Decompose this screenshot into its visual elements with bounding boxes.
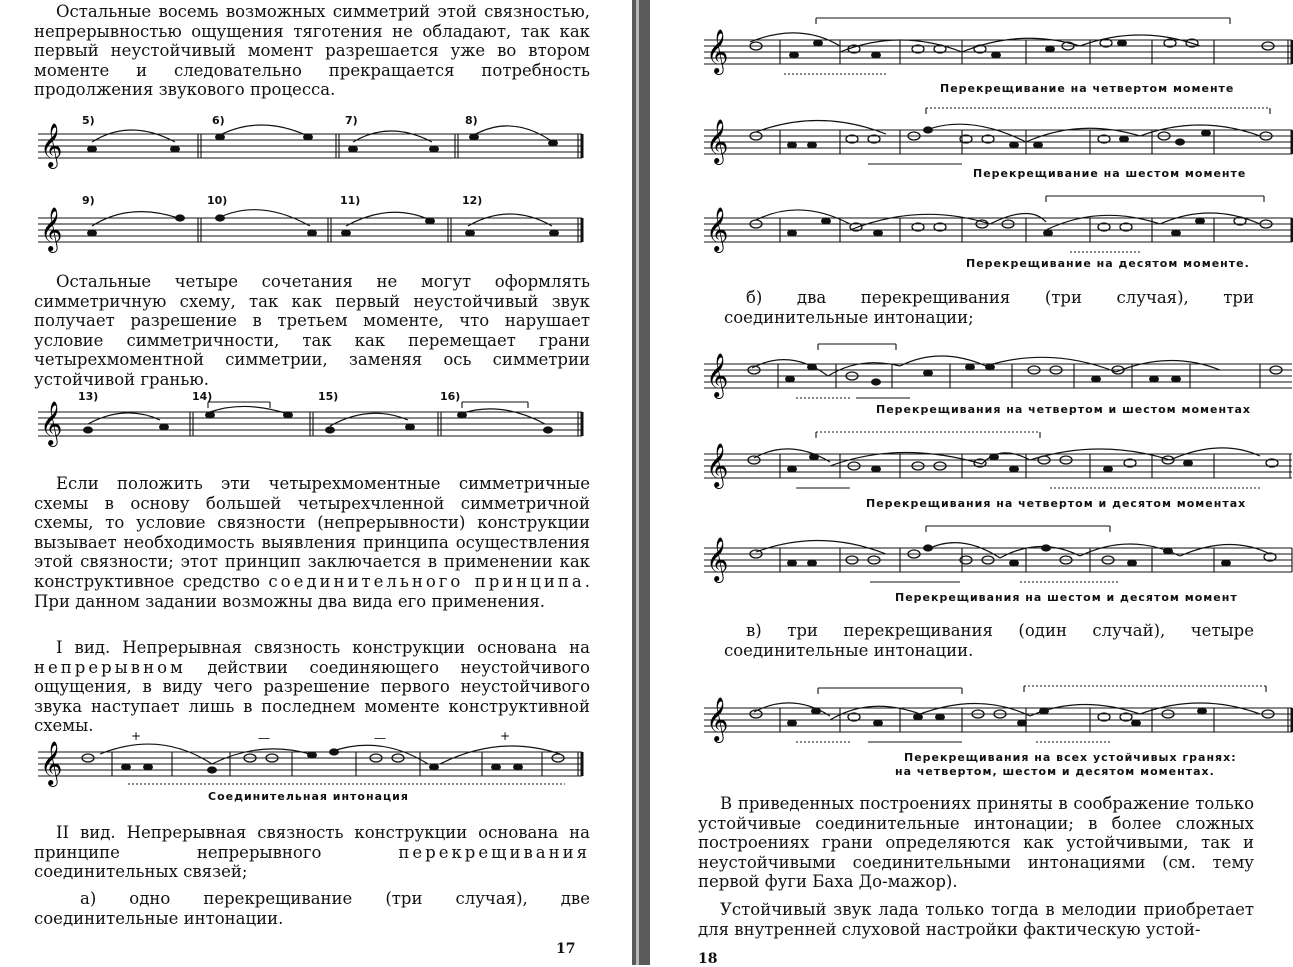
treble-clef-icon: 𝄞 <box>706 207 729 251</box>
page-number-right: 18 <box>698 951 718 967</box>
paragraph-2: Остальные четыре сочетания не могут оформлять симметричную схему, так как первый неустойчивый звук получает разрешение в третьем моменте, что нарушает условие симметричности, так как перемещает грани четырехмоментной симметрии, заменяя ось симметрии устойчивой гранью. <box>34 272 590 389</box>
staff-b2 <box>700 424 1293 504</box>
staff-row-1 <box>30 112 590 182</box>
example-label-13: 13) <box>78 390 99 403</box>
staff-c1 <box>700 676 1293 756</box>
caption-b3: Перекрещивания на шестом и десятом момент <box>895 591 1238 604</box>
example-label-8: 8) <box>465 114 478 127</box>
caption-c2: на четвертом, шестом и десятом моментах. <box>895 765 1215 778</box>
treble-clef-icon: 𝄞 <box>40 123 63 167</box>
treble-clef-icon: 𝄞 <box>706 537 729 581</box>
treble-clef-icon: 𝄞 <box>706 353 729 397</box>
paragraph-7: В приведенных построениях приняты в соображение только устойчивые соединительные интонации; в более сложных построениях грани определяются как устойчивыми, так и неустойчивыми соединительными интонациями (см. тему первой фуги Баха До-мажор). <box>698 794 1254 892</box>
caption-a2: Перекрещивание на шестом моменте <box>973 167 1247 180</box>
paragraph-5: II вид. Непрерывная связность конструкции основана на принципе непрерывного перекрещивания соединительных связей; <box>34 823 590 882</box>
book-spine <box>632 0 650 965</box>
treble-clef-icon: 𝄞 <box>706 29 729 73</box>
example-label-5: 5) <box>82 114 95 127</box>
treble-clef-icon: 𝄞 <box>706 119 729 163</box>
paragraph-c: в) три перекрещивания (один случай), четыре соединительные интонации. <box>724 621 1254 660</box>
right-page <box>650 0 1293 965</box>
staff-a3 <box>700 186 1293 266</box>
mark-plus-2: + <box>500 730 511 743</box>
treble-clef-icon: 𝄞 <box>706 697 729 741</box>
example-label-15: 15) <box>318 390 339 403</box>
page-number-left: 17 <box>556 941 576 957</box>
treble-clef-icon: 𝄞 <box>706 443 729 487</box>
paragraph-4: I вид. Непрерывная связность конструкции основана на непрерывном действии соединяющего неустойчивого ощущения, в виду чего разрешение первого неустойчивого звука наступает лишь в последнем моменте конструктивной схемы. <box>34 638 590 736</box>
example-label-10: 10) <box>207 194 228 207</box>
example-label-9: 9) <box>82 194 95 207</box>
caption-connecting-intonation: Соединительная интонация <box>208 790 409 803</box>
caption-b1: Перекрещивания на четвертом и шестом моментах <box>876 403 1251 416</box>
staff-a1 <box>700 8 1293 88</box>
caption-c1: Перекрещивания на всех устойчивых гранях: <box>904 751 1237 764</box>
staff-b3 <box>700 518 1293 598</box>
caption-b2: Перекрещивания на четвертом и десятом моментах <box>866 497 1247 510</box>
left-page <box>0 0 632 965</box>
example-label-11: 11) <box>340 194 361 207</box>
example-label-7: 7) <box>345 114 358 127</box>
treble-clef-icon: 𝄞 <box>40 207 63 251</box>
paragraph-3: Если положить эти четырехмоментные симметричные схемы в основу большей четырехчленной симметричной схемы, то условие связности (непрерывности) конструкции вызывает необходимость выявления принципа осуществления этой связности; этот принцип заключается в применении как конструктивное средство соединительного принципа. При данном задании возможны два вида его применения. <box>34 474 590 611</box>
example-label-14: 14) <box>192 390 213 403</box>
mark-plus-1: + <box>131 730 142 743</box>
caption-a3: Перекрещивание на десятом моменте. <box>966 257 1250 270</box>
mark-dash-1: — <box>258 731 270 745</box>
example-label-6: 6) <box>212 114 225 127</box>
example-label-16: 16) <box>440 390 461 403</box>
mark-dash-2: — <box>374 731 386 745</box>
staff-row-2 <box>30 196 590 266</box>
treble-clef-icon: 𝄞 <box>40 741 63 785</box>
staff-row-3 <box>30 390 590 460</box>
paragraph-8: Устойчивый звук лада только тогда в мелодии приобретает для внутренней слуховой настройки фактическую устой- <box>698 900 1254 939</box>
paragraph-1: Остальные восемь возможных симметрий этой связностью, непрерывностью ощущения тяготения не обладают, так как первый неустойчивый момент разрешается уже во втором моменте и следовательно прекращается потребность продолжения звукового процесса. <box>34 2 590 100</box>
staff-a2 <box>700 98 1293 178</box>
example-label-12: 12) <box>462 194 483 207</box>
caption-a1: Перекрещивание на четвертом моменте <box>940 82 1235 95</box>
paragraph-6: а) одно перекрещивание (три случая), две соединительные интонации. <box>34 889 590 928</box>
treble-clef-icon: 𝄞 <box>40 401 63 445</box>
paragraph-b: б) два перекрещивания (три случая), три соединительные интонации; <box>724 288 1254 327</box>
